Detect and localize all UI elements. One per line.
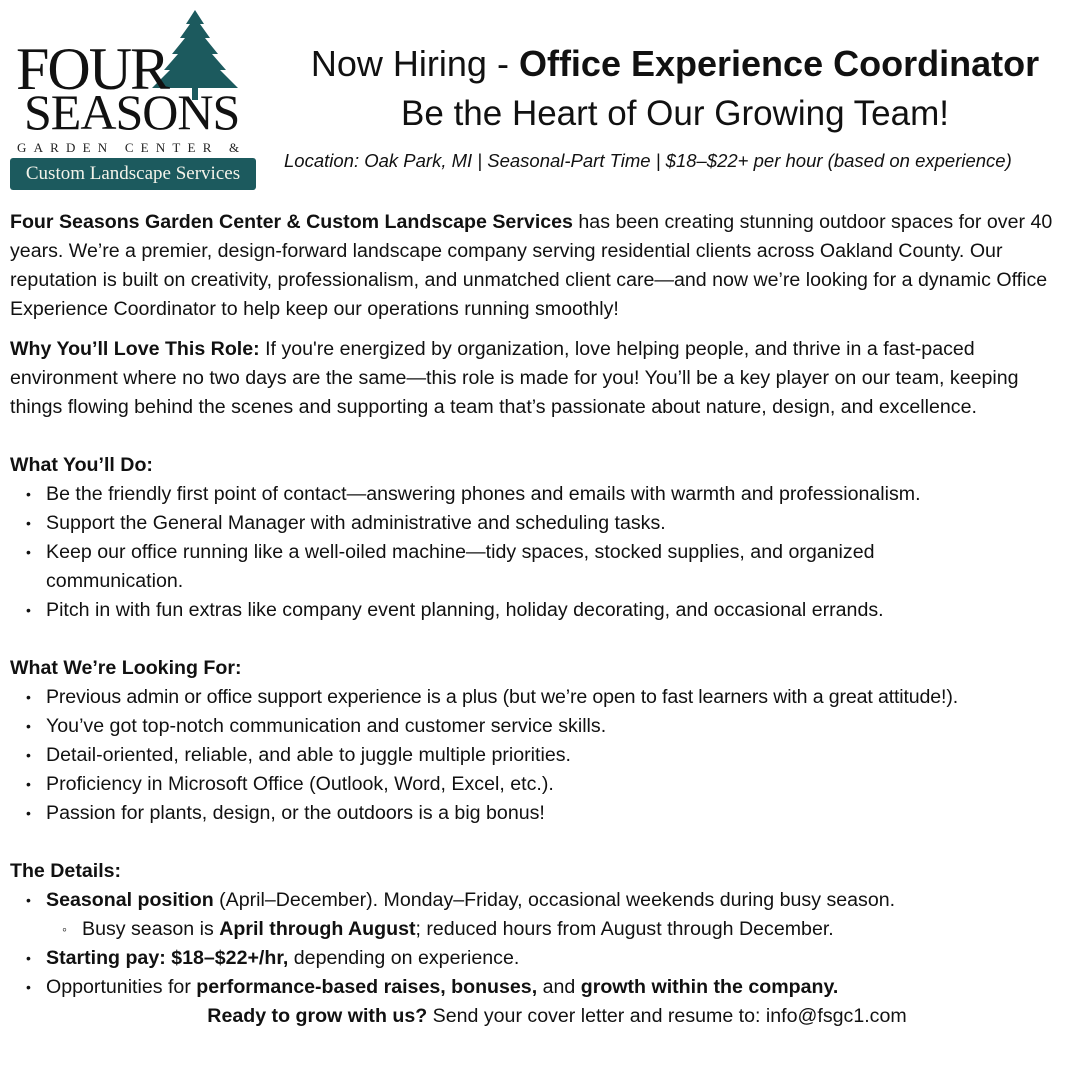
hiring-prefix: Now Hiring -	[310, 43, 519, 84]
tagline: Be the Heart of Our Growing Team!	[401, 94, 949, 133]
page-title	[270, 42, 1080, 86]
list-item: • Passion for plants, design, or the outdoors is a big bonus!	[10, 799, 1074, 828]
list-item: • Detail-oriented, reliable, and able to juggle multiple priorities.	[10, 741, 1074, 770]
detail-text: ; reduced hours from August through December.	[415, 918, 834, 940]
why-paragraph	[10, 335, 1074, 422]
job-description	[10, 208, 1074, 1031]
contact-email[interactable]: info@fsgc1.com	[765, 1005, 907, 1027]
sub-list-item	[10, 915, 1074, 944]
do-list	[10, 480, 1074, 625]
list-item: • Be the friendly first point of contact—answering phones and emails with warmth and professionalism.	[10, 480, 1074, 509]
why-label: Why You’ll Love This Role:	[10, 338, 260, 360]
list-item	[10, 944, 1074, 973]
call-to-action	[10, 1002, 1074, 1031]
section-title-details: The Details:	[10, 860, 122, 882]
detail-text: Opportunities for	[46, 976, 197, 998]
detail-bold: performance-based raises, bonuses,	[196, 976, 538, 998]
list-item	[10, 886, 1074, 915]
details-list	[10, 886, 1074, 1002]
company-logo	[8, 8, 256, 192]
detail-bold: April through August	[219, 918, 416, 940]
logo-garden-center: GARDEN CENTER &	[17, 140, 247, 155]
cta-text: Send your cover letter and resume to:	[427, 1005, 766, 1027]
logo-band: Custom Landscape Services	[10, 158, 256, 190]
list-item: • Support the General Manager with administrative and scheduling tasks.	[10, 509, 1074, 538]
intro-text: has been creating stunning outdoor spaces for over 40 years. We’re a premier, design-forward landscape company serving residential clients across Oakland County. Our reputation is built on creativity, professionalism, and unmatched client care—and now we’re looking for a dynamic Office Experience Coordinator to help keep our operations running smoothly!	[10, 211, 1053, 320]
job-meta: Location: Oak Park, MI | Seasonal-Part Time | $18–$22+ per hour (based on experience)	[284, 150, 1012, 171]
list-item	[10, 973, 1074, 1002]
job-title: Office Experience Coordinator	[518, 43, 1040, 84]
detail-bold: Starting pay: $18–$22+/hr,	[46, 947, 289, 969]
detail-bold: growth within the company.	[580, 976, 839, 998]
section-title-looking: What We’re Looking For:	[10, 657, 242, 679]
detail-bold: Seasonal position	[46, 889, 214, 911]
detail-text: Busy season is	[82, 918, 220, 940]
section-title-do: What You’ll Do:	[10, 454, 153, 476]
looking-list	[10, 683, 1074, 828]
detail-text: (April–December). Monday–Friday, occasional weekends during busy season.	[213, 889, 896, 911]
detail-text: and	[537, 976, 581, 998]
cta-bold: Ready to grow with us?	[207, 1005, 428, 1027]
list-item: • Keep our office running like a well-oiled machine—tidy spaces, stocked supplies, and organized communication.	[10, 538, 1074, 596]
list-item: • Proficiency in Microsoft Office (Outlook, Word, Excel, etc.).	[10, 770, 1074, 799]
company-name: Four Seasons Garden Center & Custom Landscape Services	[10, 211, 573, 233]
logo-four: FOUR	[16, 36, 169, 102]
detail-text: depending on experience.	[288, 947, 520, 969]
list-item: • Previous admin or office support experience is a plus (but we’re open to fast learners with a great attitude!).	[10, 683, 1074, 712]
intro-paragraph	[10, 208, 1074, 324]
list-item: • You’ve got top-notch communication and customer service skills.	[10, 712, 1074, 741]
logo-seasons: SEASONS	[24, 84, 240, 140]
why-text: If you're energized by organization, love helping people, and thrive in a fast-paced environment where no two days are the same—this role is made for you! You’ll be a key player on our team, keeping things flowing behind the scenes and supporting a team that’s passionate about nature, design, and excellence.	[10, 338, 1019, 418]
list-item: • Pitch in with fun extras like company event planning, holiday decorating, and occasional errands.	[10, 596, 1074, 625]
